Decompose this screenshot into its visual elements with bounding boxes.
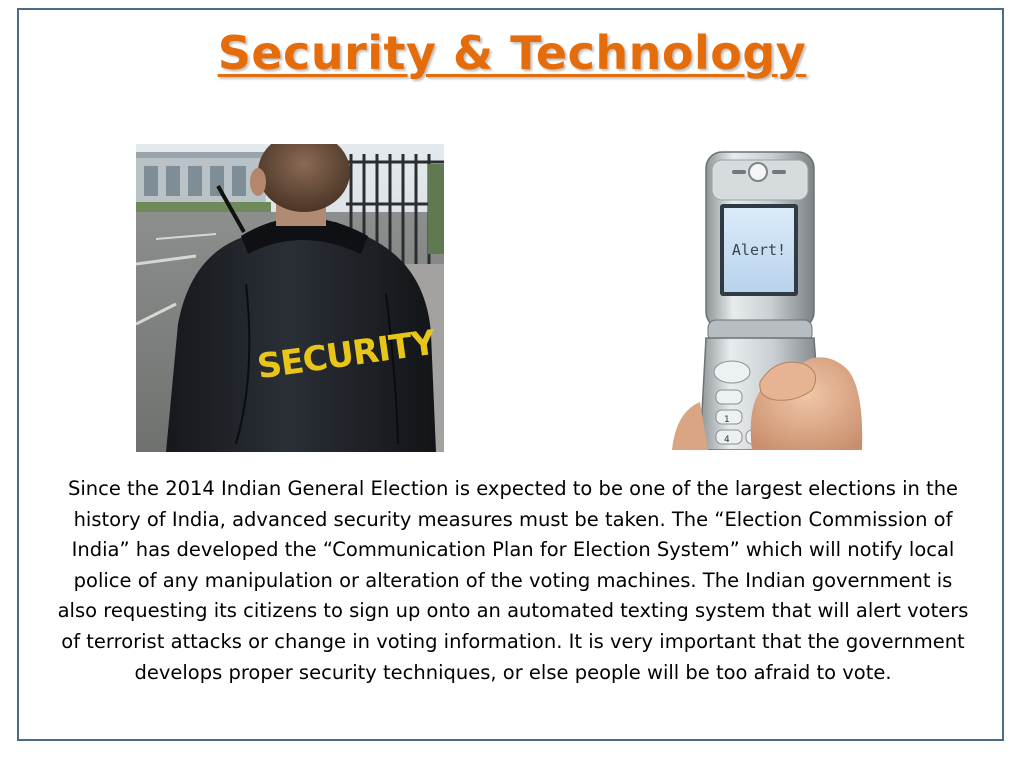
security-guard-photo [136,144,444,452]
security-jacket-lettering: SECURITY [254,322,438,388]
slide-body-text: Since the 2014 Indian General Election is expected to be one of the largest elections in the history of India, advanced security measures must be taken. The “Election Commission of India” has developed the “Communication Plan for Election System” which will notify local police of any manipulation or alteration of the voting machines. The Indian government is also requesting its citizens to sign up onto an automated texting system that will alert voters of terrorist attacks or change in voting information. It is very important that the government develops proper security techniques, or else people will be too afraid to vote. [57,477,969,684]
phone-screen-text: Alert! [731,241,787,259]
flip-phone-photo [672,150,864,450]
slide-title: Security & Technology [217,26,807,80]
keypad-key-1: 1 [724,415,730,425]
keypad-key-4: 4 [724,435,730,445]
